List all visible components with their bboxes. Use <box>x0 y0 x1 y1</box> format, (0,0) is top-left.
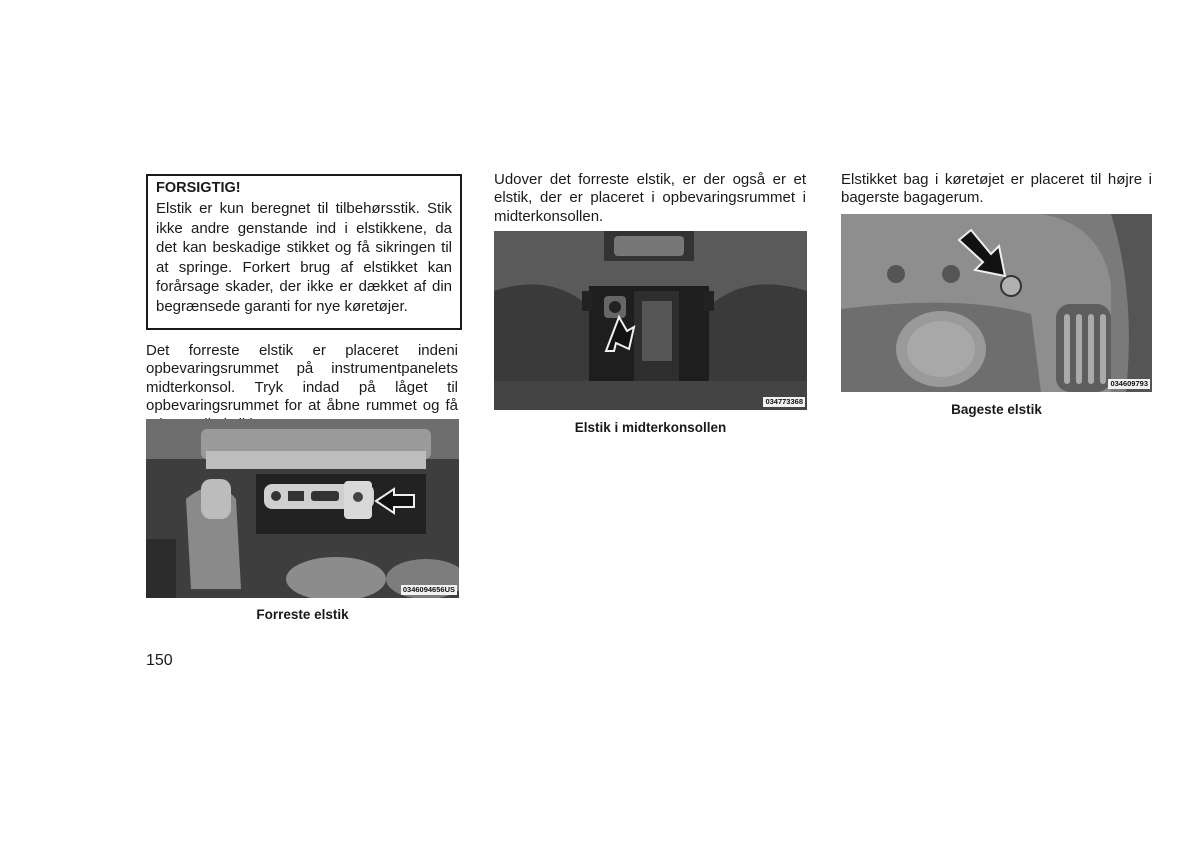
center-console-caption: Elstik i midterkonsollen <box>574 420 727 435</box>
caution-text: Elstik er kun beregnet til tilbehørsstik. Stik ikke andre genstande ind i elstikkene, da det kan beskadige stikket og få sikringen til at springe. Forkert brug af elstikket kan forårsage skader, der ikke er dækket af din begrænsede garanti for nye køretøjer. <box>156 200 452 315</box>
center-console-photo <box>494 231 807 410</box>
front-outlet-caption: Forreste elstik <box>256 607 349 622</box>
figure-code: 0346094656US <box>402 585 455 594</box>
center-console-paragraph: Udover det forreste elstik, er der også er et elstik, der er placeret i opbevaringsrummet i midterkonsollen. <box>494 171 806 225</box>
figure-code: 034609793 <box>1110 379 1148 388</box>
front-outlet-paragraph: Det forreste elstik er placeret indeni opbevaringsrummet på instrumentpanelets midterkonsol. Tryk indad på låget til opbevaringsrummet for at åbne rummet og få <box>146 342 458 415</box>
rear-outlet-caption: Bageste elstik <box>951 402 1042 417</box>
front-outlet-photo <box>146 419 459 598</box>
rear-outlet-paragraph: Elstikket bag i køretøjet er placeret til højre i bagerste bagagerum. <box>841 171 1152 207</box>
caution-box <box>146 174 462 330</box>
figure-code: 034773368 <box>765 397 803 406</box>
caution-title: FORSIGTIG! <box>156 180 241 196</box>
rear-outlet-photo <box>841 214 1152 392</box>
page-number: 150 <box>146 652 173 669</box>
